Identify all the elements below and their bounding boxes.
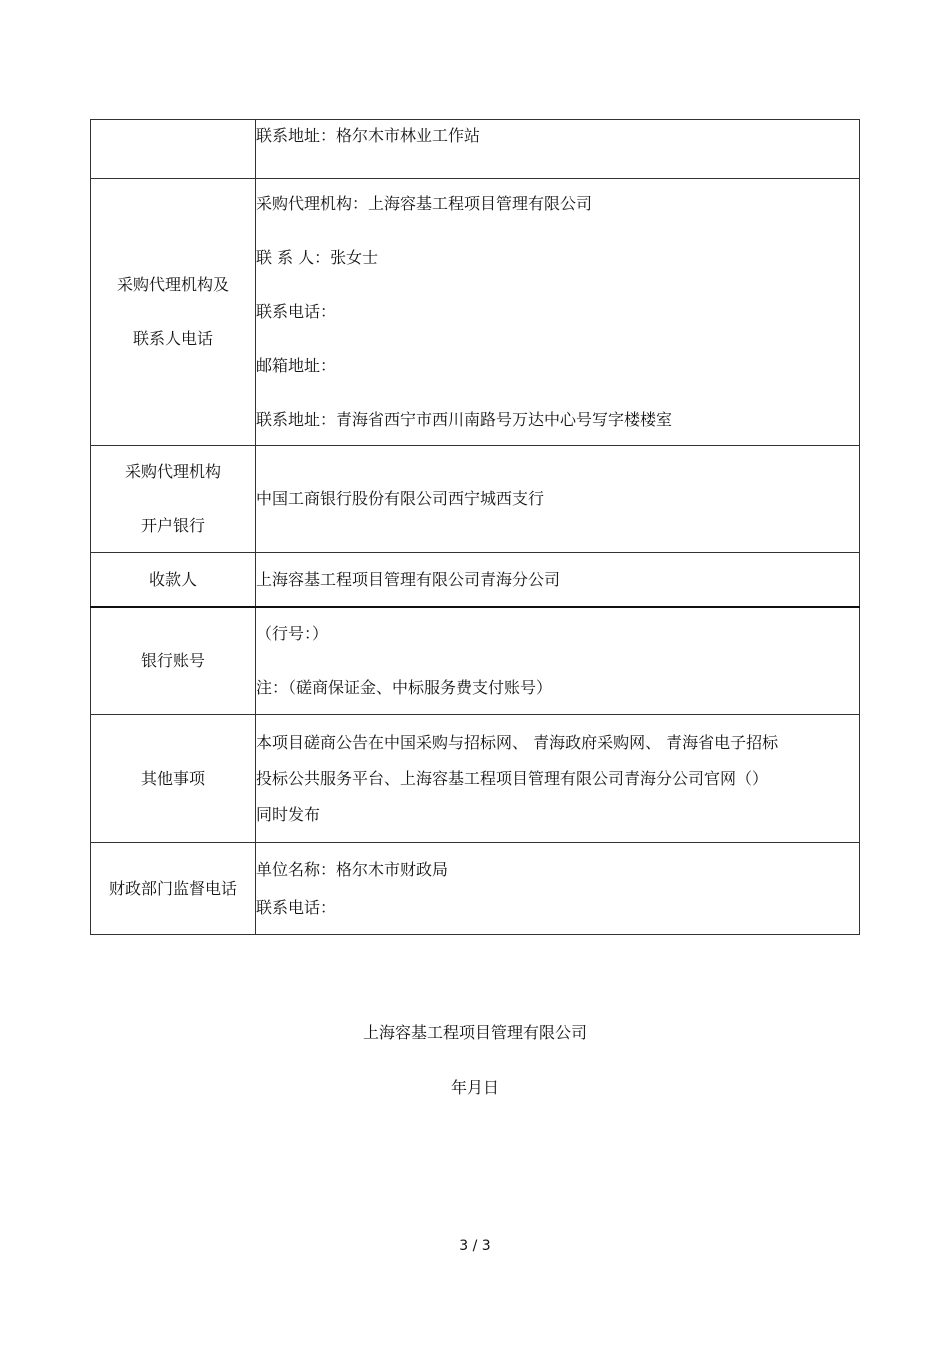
finance-phone: 联系电话： (256, 897, 337, 917)
table-row-finance (91, 843, 860, 935)
other-line3: 同时发布 (256, 804, 321, 824)
finance-label-cell (91, 843, 256, 935)
account-note: 注：（磋商保证金、中标服务费支付账号） (256, 678, 553, 697)
finance-unit: 单位名称：格尔木市财政局 (256, 859, 449, 879)
table-row-address (91, 120, 860, 179)
payee-label: 收款人 (148, 569, 197, 589)
finance-label: 财政部门监督电话 (108, 878, 237, 898)
table-row-bank (91, 446, 860, 553)
bank-name: 中国工商银行股份有限公司西宁城西支行 (256, 489, 545, 508)
info-table (90, 119, 860, 935)
agency-label-line2: 联系人电话 (132, 329, 213, 348)
table-row-payee (91, 553, 860, 608)
other-label: 其他事项 (140, 768, 205, 788)
account-label-cell (91, 607, 256, 715)
table-row-agency (91, 179, 860, 446)
agency-label-line1: 采购代理机构及 (116, 275, 229, 294)
payee-value-cell (256, 553, 860, 608)
agency-address: 联系地址：青海省西宁市西川南路号万达中心号写字楼楼室 (256, 410, 673, 429)
other-label-cell (91, 715, 256, 843)
agency-name: 采购代理机构：上海容基工程项目管理有限公司 (256, 194, 593, 213)
other-value-cell (256, 715, 860, 843)
signature-company: 上海容基工程项目管理有限公司 (362, 1023, 587, 1042)
bank-label-line1: 采购代理机构 (124, 462, 221, 481)
address-label-cell (91, 120, 256, 179)
address-value: 联系地址：格尔木市林业工作站 (256, 126, 481, 145)
bank-label-cell (91, 446, 256, 553)
bank-value-cell (256, 446, 860, 553)
agency-contact: 联 系 人：张女士 (256, 248, 379, 267)
other-line2: 投标公共服务平台、上海容基工程项目管理有限公司青海分公司官网（） (256, 768, 769, 788)
bank-label-line2: 开户银行 (140, 516, 205, 535)
payee-name: 上海容基工程项目管理有限公司青海分公司 (256, 569, 561, 589)
signature-date: 年月日 (450, 1078, 499, 1097)
other-line1: 本项目磋商公告在中国采购与招标网、 青海政府采购网、 青海省电子招标 (256, 732, 779, 752)
payee-label-cell (91, 553, 256, 608)
finance-value-cell (256, 843, 860, 935)
account-value-cell (256, 607, 860, 715)
agency-label-cell (91, 179, 256, 446)
account-label: 银行账号 (140, 651, 205, 670)
agency-value-cell (256, 179, 860, 446)
table-row-account (91, 607, 860, 715)
table-row-other (91, 715, 860, 843)
agency-email: 邮箱地址： (256, 356, 337, 375)
address-value-cell (256, 120, 860, 179)
account-bank-code: （行号：） (256, 624, 329, 643)
agency-phone: 联系电话： (256, 302, 337, 321)
page-number: 3 / 3 (459, 1238, 491, 1254)
